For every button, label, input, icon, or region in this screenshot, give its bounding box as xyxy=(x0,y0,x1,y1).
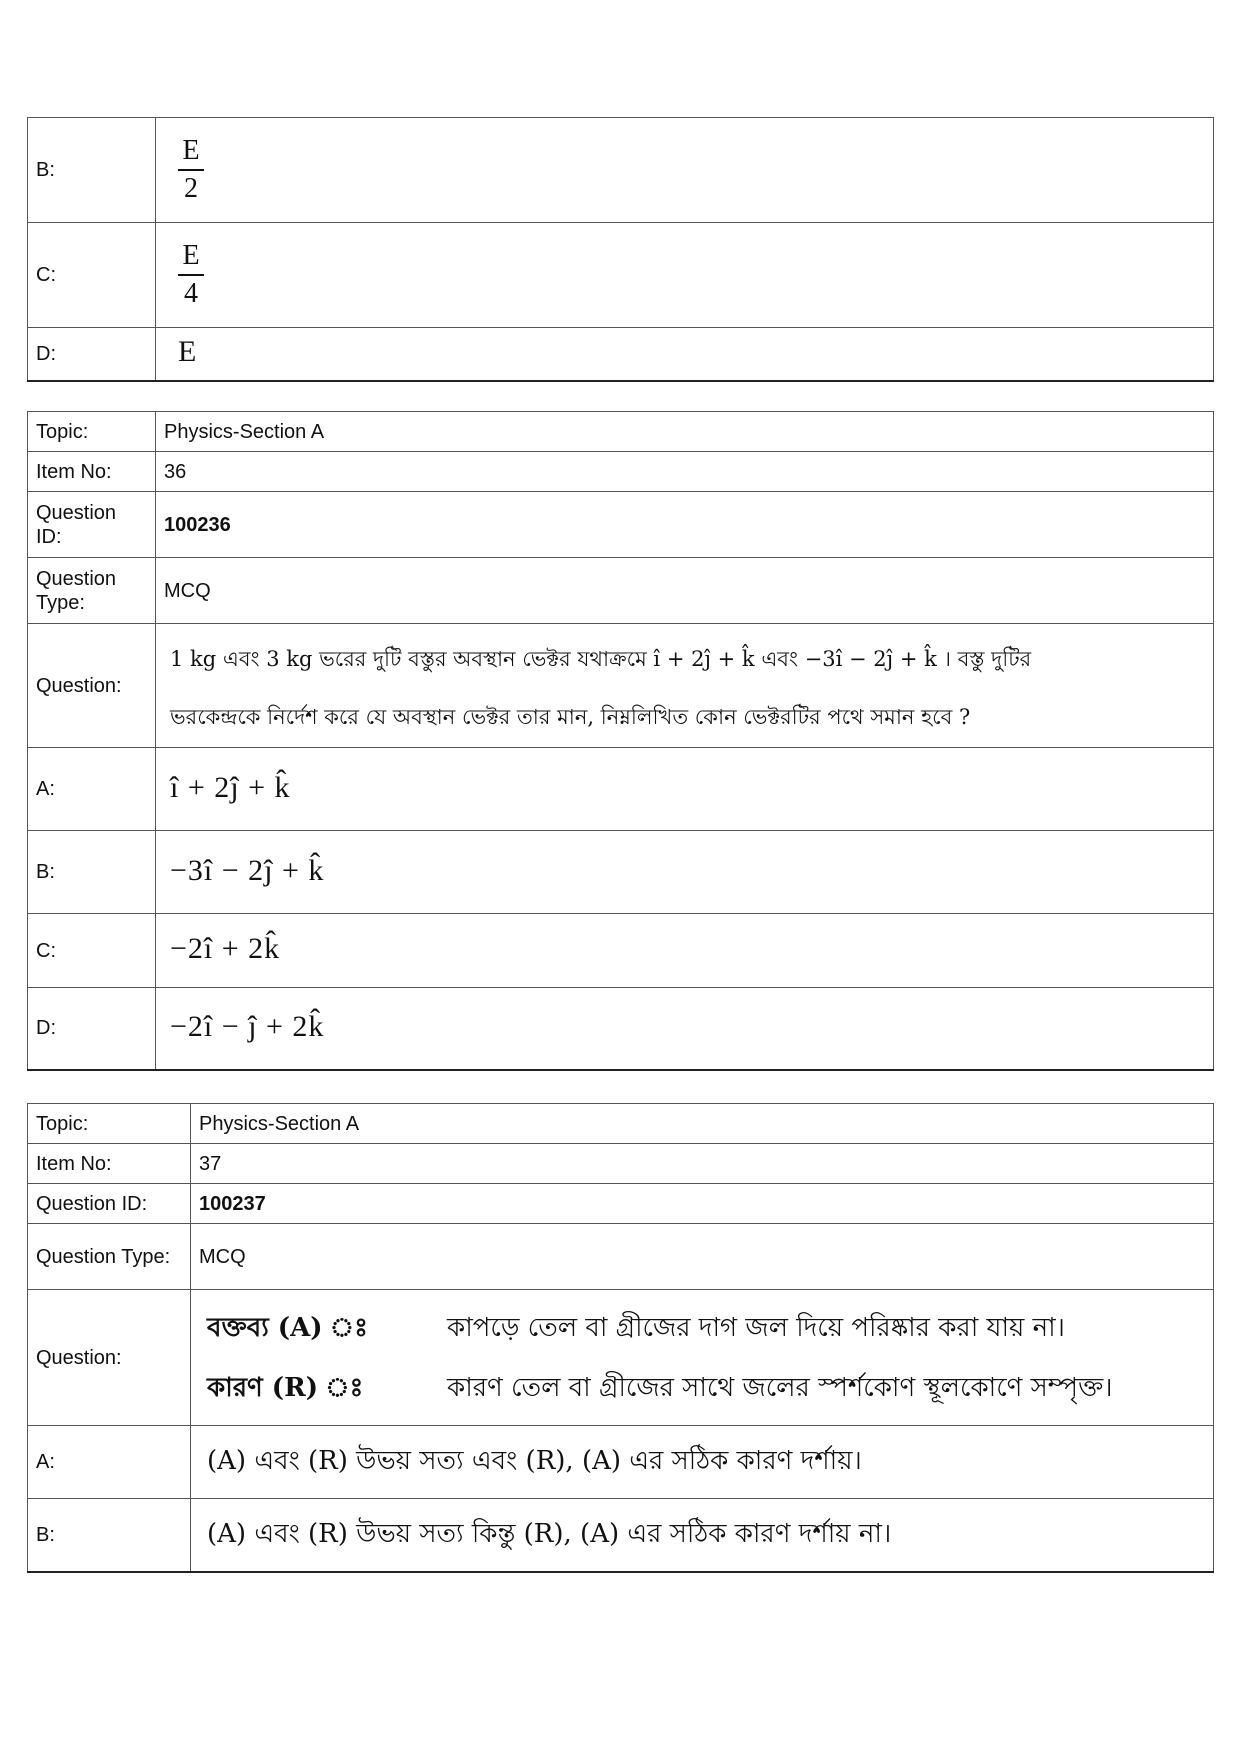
option-value xyxy=(156,118,1214,223)
option-row-b xyxy=(28,118,1214,223)
fraction-e-over-2: $\frac{E}{2}$ xyxy=(178,135,204,205)
question-table-36 xyxy=(27,411,1214,1071)
option-row-d xyxy=(28,988,1214,1070)
fraction-e-over-4: $\frac{E}{4}$ xyxy=(178,240,204,310)
reason-line xyxy=(199,1358,1205,1418)
option-label: B: xyxy=(28,831,156,914)
item-label: Item No: xyxy=(28,1144,191,1184)
options-table-prev xyxy=(27,117,1214,382)
option-label: D: xyxy=(28,988,156,1070)
assertion-head: বক্তব্য (A) ঃ xyxy=(207,1312,368,1343)
option-value: E xyxy=(156,328,1214,381)
option-label: B: xyxy=(28,118,156,223)
option-row-a xyxy=(28,1426,1214,1499)
topic-row xyxy=(28,1104,1214,1144)
option-label: C: xyxy=(28,914,156,988)
question-id-row xyxy=(28,492,1214,558)
topic-label: Topic: xyxy=(28,412,156,452)
topic-row xyxy=(28,412,1214,452)
topic-value: Physics-Section A xyxy=(156,412,1214,452)
question-type-row xyxy=(28,1224,1214,1290)
item-value: 37 xyxy=(191,1144,1214,1184)
option-row-c xyxy=(28,223,1214,328)
option-value: −2î − ĵ + 2k̂ xyxy=(156,988,1214,1070)
reason-text: কারণ তেল বা গ্রীজের সাথে জলের স্পর্শকোণ স্থূলকোণে সম্পৃক্ত। xyxy=(447,1372,1113,1403)
question-id-label: Question ID: xyxy=(28,492,156,558)
option-label: B: xyxy=(28,1499,191,1572)
topic-label: Topic: xyxy=(28,1104,191,1144)
option-row-a xyxy=(28,748,1214,831)
question-type-value: MCQ xyxy=(191,1224,1214,1290)
topic-value: Physics-Section A xyxy=(191,1104,1214,1144)
option-value: (A) এবং (R) উভয় সত্য এবং (R), (A) এর সঠিক কারণ দর্শায়। xyxy=(191,1426,1214,1499)
question-type-label: Question Type: xyxy=(28,558,156,624)
question-label: Question: xyxy=(28,1290,191,1426)
option-label: A: xyxy=(28,748,156,831)
option-label: D: xyxy=(28,328,156,381)
assertion-text: কাপড়ে তেল বা গ্রীজের দাগ জল দিয়ে পরিষ্কার করা যায় না। xyxy=(447,1312,1065,1343)
assertion-line xyxy=(199,1298,1205,1358)
item-label: Item No: xyxy=(28,452,156,492)
question-text xyxy=(156,624,1214,748)
option-label: A: xyxy=(28,1426,191,1499)
option-value: î + 2ĵ + k̂ xyxy=(156,748,1214,831)
option-row-c xyxy=(28,914,1214,988)
question-row xyxy=(28,624,1214,748)
question-id-value: 100236 xyxy=(156,492,1214,558)
option-value: (A) এবং (R) উভয় সত্য কিন্তু (R), (A) এর সঠিক কারণ দর্শায় না। xyxy=(191,1499,1214,1572)
question-type-value: MCQ xyxy=(156,558,1214,624)
question-id-value: 100237 xyxy=(191,1184,1214,1224)
question-type-row xyxy=(28,558,1214,624)
item-row xyxy=(28,452,1214,492)
option-label: C: xyxy=(28,223,156,328)
question-text xyxy=(191,1290,1214,1426)
question-line-1: 1 kg এবং 3 kg ভরের দুটি বস্তুর অবস্থান ভেক্টর যথাক্রমে î + 2ĵ + k̂ এবং −3î − 2ĵ + k̂ । বস্তু দুটির xyxy=(170,646,1032,671)
question-row xyxy=(28,1290,1214,1426)
question-label: Question: xyxy=(28,624,156,748)
item-value: 36 xyxy=(156,452,1214,492)
question-id-row xyxy=(28,1184,1214,1224)
option-value xyxy=(156,223,1214,328)
option-row-b xyxy=(28,831,1214,914)
option-row-b xyxy=(28,1499,1214,1572)
question-line-2: ভরকেন্দ্রকে নির্দেশ করে যে অবস্থান ভেক্টর তার মান, নিম্নলিখিত কোন ভেক্টরটির পথে সমান হবে ? xyxy=(170,704,971,729)
option-row-d xyxy=(28,328,1214,381)
question-type-label: Question Type: xyxy=(28,1224,191,1290)
reason-head: কারণ (R) ঃ xyxy=(207,1372,364,1403)
question-id-label: Question ID: xyxy=(28,1184,191,1224)
item-row xyxy=(28,1144,1214,1184)
question-table-37 xyxy=(27,1103,1214,1573)
option-value: −2î + 2k̂ xyxy=(156,914,1214,988)
option-value: −3î − 2ĵ + k̂ xyxy=(156,831,1214,914)
